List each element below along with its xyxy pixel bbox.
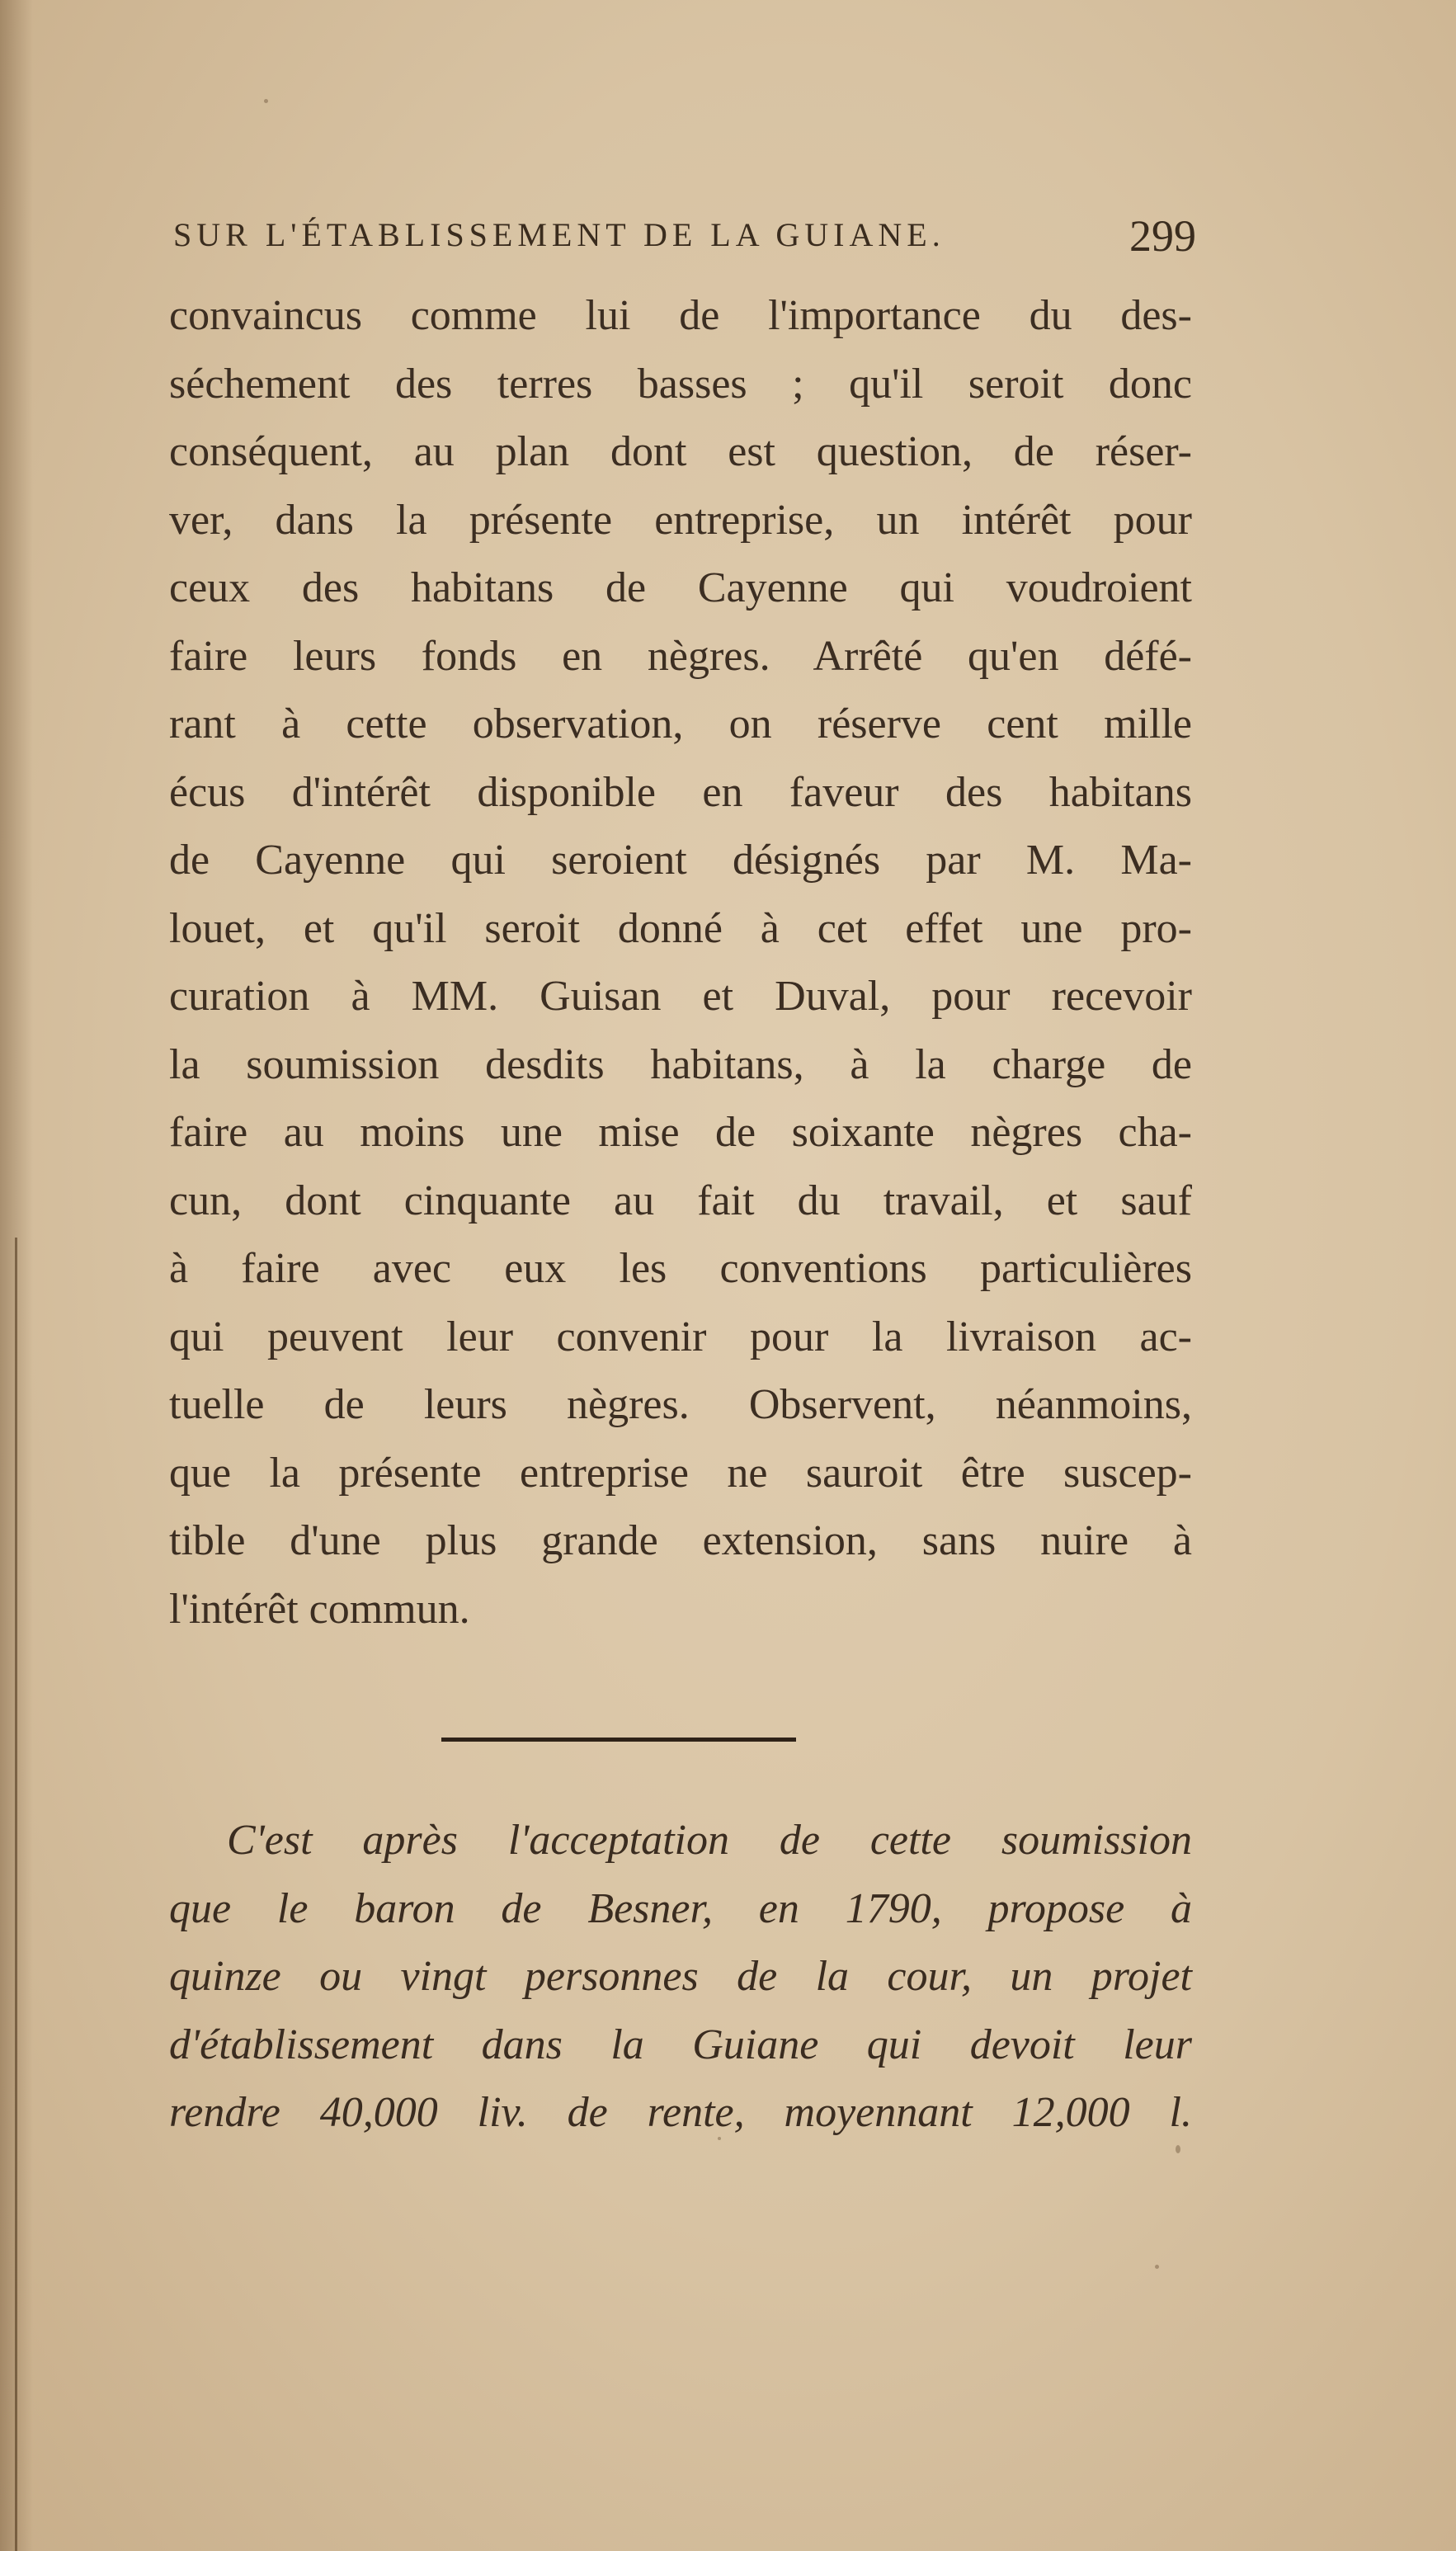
note-line: C'est après l'acceptation de cette soumission [227, 1817, 1192, 1864]
note-line: que le baron de Besner, en 1790, propose à [169, 1884, 1192, 1932]
italic-note [169, 1807, 1192, 2148]
text-line: à faire avec eux les conventions particulières [169, 1245, 1192, 1292]
paper-speck [264, 99, 268, 103]
paper-speck [1155, 2265, 1159, 2269]
text-line: la soumission desdits habitans, à la charge de [169, 1040, 1192, 1088]
note-line: d'établissement dans la Guiane qui devoit leur [169, 2021, 1192, 2068]
text-line: curation à MM. Guisan et Duval, pour recevoir [169, 973, 1192, 1020]
text-line: conséquent, au plan dont est question, de réser- [169, 428, 1192, 475]
text-line: cun, dont cinquante au fait du travail, et sauf [169, 1176, 1192, 1224]
text-line: tuelle de leurs nègres. Observent, néanmoins, [169, 1381, 1192, 1428]
section-divider [441, 1738, 796, 1742]
text-line: ver, dans la présente entreprise, un intérêt pour [169, 496, 1192, 544]
text-line: convaincus comme lui de l'importance du des- [169, 292, 1192, 339]
text-line: qui peuvent leur convenir pour la livraison ac- [169, 1313, 1192, 1360]
text-line: tible d'une plus grande extension, sans nuire à [169, 1517, 1192, 1564]
paper-speck [1176, 2145, 1180, 2153]
paper-speck [718, 2137, 721, 2140]
text-line: que la présente entreprise ne sauroit être suscep- [169, 1449, 1192, 1497]
text-line: louet, et qu'il seroit donné à cet effet une pro- [169, 904, 1192, 952]
text-line: séchement des terres basses ; qu'il seroit donc [169, 360, 1192, 408]
text-line: ceux des habitans de Cayenne qui voudroient [169, 564, 1192, 611]
running-head: SUR L'ÉTABLISSEMENT DE LA GUIANE. [173, 216, 945, 253]
note-line: quinze ou vingt personnes de la cour, un projet [169, 1953, 1192, 2000]
spine-edge [15, 1238, 17, 2551]
text-line: rant à cette observation, on réserve cent mille [169, 700, 1192, 747]
note-line: rendre 40,000 liv. de rente, moyennant 12,000 l. [169, 2089, 1192, 2136]
text-line: l'intérêt commun. [169, 1585, 470, 1633]
text-line: faire au moins une mise de soixante nègres cha- [169, 1109, 1192, 1156]
text-line: écus d'intérêt disponible en faveur des habitans [169, 768, 1192, 816]
page-header [165, 210, 1196, 268]
page-number: 299 [1129, 211, 1196, 261]
text-line: de Cayenne qui seroient désignés par M. Ma- [169, 837, 1192, 884]
text-line: faire leurs fonds en nègres. Arrêté qu'en défé- [169, 632, 1192, 680]
main-paragraph [169, 282, 1192, 1643]
